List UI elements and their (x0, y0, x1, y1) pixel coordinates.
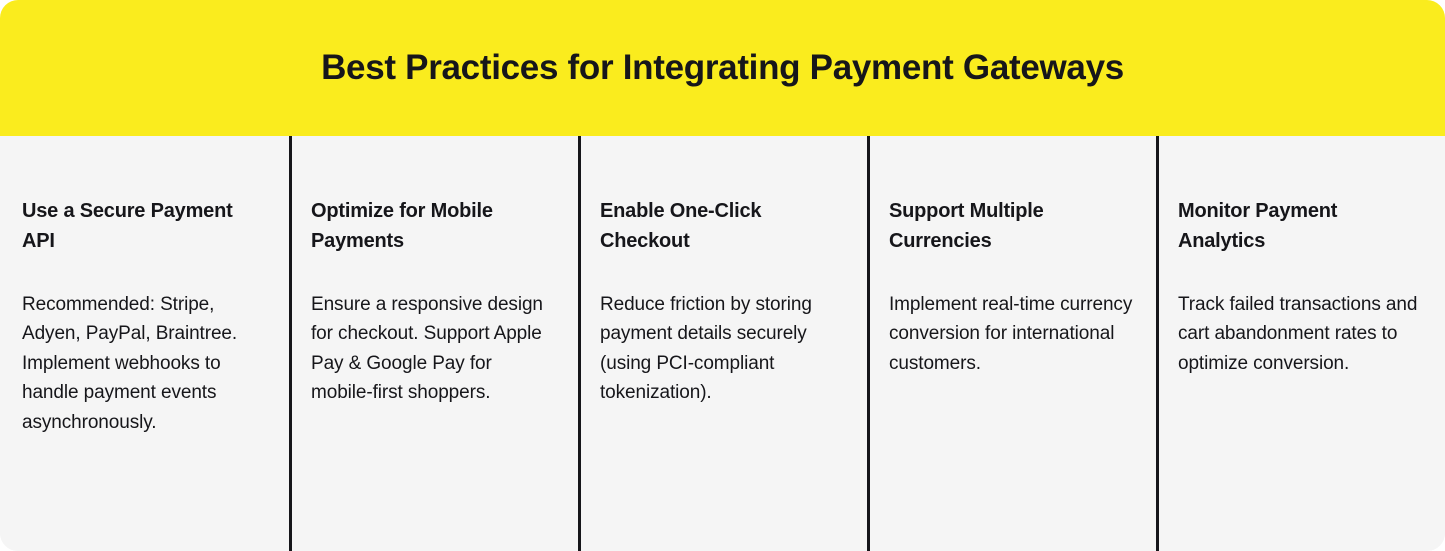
column-body: Ensure a responsive design for checkout. Support Apple Pay & Google Pay for mobile-first shoppers. (311, 294, 543, 404)
column-title: Monitor Payment Analytics (1178, 200, 1338, 252)
column-title: Optimize for Mobile Payments (311, 200, 493, 252)
column-title: Use a Secure Payment API (22, 200, 233, 252)
column-body: Reduce friction by storing payment details securely (using PCI-compliant tokenization). (600, 294, 812, 404)
column-enable-one-click-checkout (578, 136, 867, 551)
page-title: Best Practices for Integrating Payment Gateways (321, 48, 1124, 87)
column-body: Implement real-time currency conversion for international customers. (889, 294, 1133, 374)
column-body: Track failed transactions and cart abandonment rates to optimize conversion. (1178, 294, 1418, 374)
column-use-a-secure-payment-api (0, 136, 289, 551)
column-title: Support Multiple Currencies (889, 200, 1044, 252)
column-title: Enable One-Click Checkout (600, 200, 762, 252)
column-monitor-payment-analytics (1156, 136, 1445, 551)
column-optimize-for-mobile-payments (289, 136, 578, 551)
columns-container (0, 136, 1445, 551)
header-banner (0, 0, 1445, 136)
column-support-multiple-currencies (867, 136, 1156, 551)
column-body: Recommended: Stripe, Adyen, PayPal, Braintree. Implement webhooks to handle payment events asynchronously. (22, 294, 238, 433)
